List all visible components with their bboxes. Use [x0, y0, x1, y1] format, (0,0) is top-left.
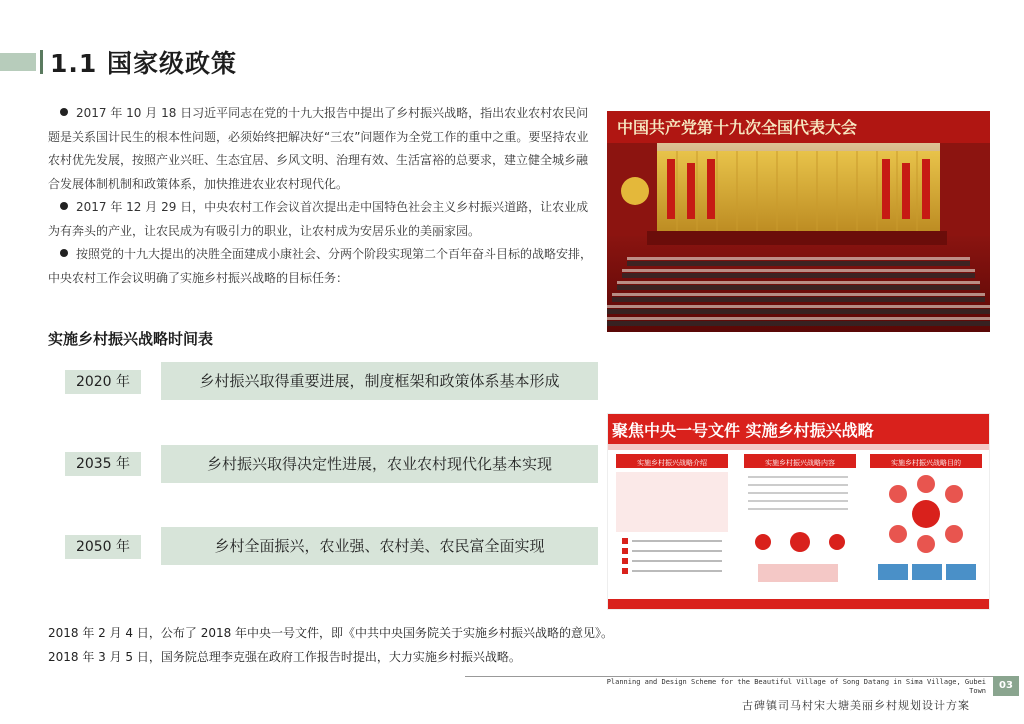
bullet-icon: [60, 249, 68, 257]
congress-hall-illustration: [607, 111, 990, 332]
poster-column-1: 实施乡村振兴战略介绍: [637, 459, 707, 467]
timeline-desc-2035: 乡村振兴取得决定性进展，农业农村现代化基本实现: [161, 445, 598, 483]
paragraph-3: [48, 243, 596, 290]
title-accent-bar: [0, 53, 36, 71]
page-number-badge: 03: [993, 676, 1019, 696]
congress-hall-photo: [607, 111, 990, 332]
timeline-desc-2050: 乡村全面振兴，农业强、农村美、农民富全面实现: [161, 527, 598, 565]
timeline-year-2020: 2020 年: [65, 370, 141, 394]
footer-chinese-title: 古碑镇司马村宋大塘美丽乡村规划设计方案: [742, 699, 970, 712]
title-divider: [40, 50, 43, 74]
footer-english-title: Planning and Design Scheme for the Beautiful Village of Song Datang in Sima Village, Gubei Town: [606, 678, 986, 695]
poster-headline: 聚焦中央一号文件 实施乡村振兴战略: [612, 421, 874, 440]
timeline-year-2035: 2035 年: [65, 452, 141, 476]
timeline-title: 实施乡村振兴战略时间表: [48, 330, 214, 348]
paragraph-text: 2017 年 10 月 18 日习近平同志在党的十九大报告中提出了乡村振兴战略，指出农业农村农民问题是关系国计民生的根本性问题，必须始终把解决好“三农”问题作为全党工作的重中之重。要坚持农业农村优先发展，按照产业兴旺、生态宜居、乡风文明、治理有效、生活富裕的总要求，建立健全城乡融合发展体制机制和政策体系，加快推进农业农村现代化。: [48, 106, 589, 191]
footnote-1: 2018 年 2 月 4 日，公布了 2018 年中央一号文件，即《中共中央国务院关于实施乡村振兴战略的意见》。: [48, 626, 614, 640]
poster-column-3: 实施乡村振兴战略目的: [891, 459, 961, 467]
poster-column-2: 实施乡村振兴战略内容: [765, 459, 835, 467]
bullet-icon: [60, 202, 68, 210]
page-title: 1.1 国家级政策: [50, 49, 237, 78]
paragraph-1: [48, 102, 596, 196]
photo-banner-text: 中国共产党第十九次全国代表大会: [617, 118, 858, 137]
timeline-year-2050: 2050 年: [65, 535, 141, 559]
policy-poster-image: [607, 413, 990, 610]
party-emblem-icon: [621, 177, 649, 205]
paragraph-text: 按照党的十九大提出的决胜全面建成小康社会、分两个阶段实现第二个百年奋斗目标的战略安排，中央农村工作会议明确了实施乡村振兴战略的目标任务：: [48, 247, 593, 285]
paragraph-text: 2017 年 12 月 29 日，中央农村工作会议首次提出走中国特色社会主义乡村振兴道路，让农业成为有奔头的产业，让农民成为有吸引力的职业，让农村成为安居乐业的美丽家园。: [48, 200, 589, 238]
footnote-2: 2018 年 3 月 5 日，国务院总理李克强在政府工作报告时提出，大力实施乡村振兴战略。: [48, 650, 521, 664]
footer-divider: [465, 676, 993, 677]
poster-illustration: [608, 414, 989, 609]
bullet-icon: [60, 108, 68, 116]
policy-paragraphs: [48, 102, 596, 290]
paragraph-2: [48, 196, 596, 243]
timeline-desc-2020: 乡村振兴取得重要进展，制度框架和政策体系基本形成: [161, 362, 598, 400]
